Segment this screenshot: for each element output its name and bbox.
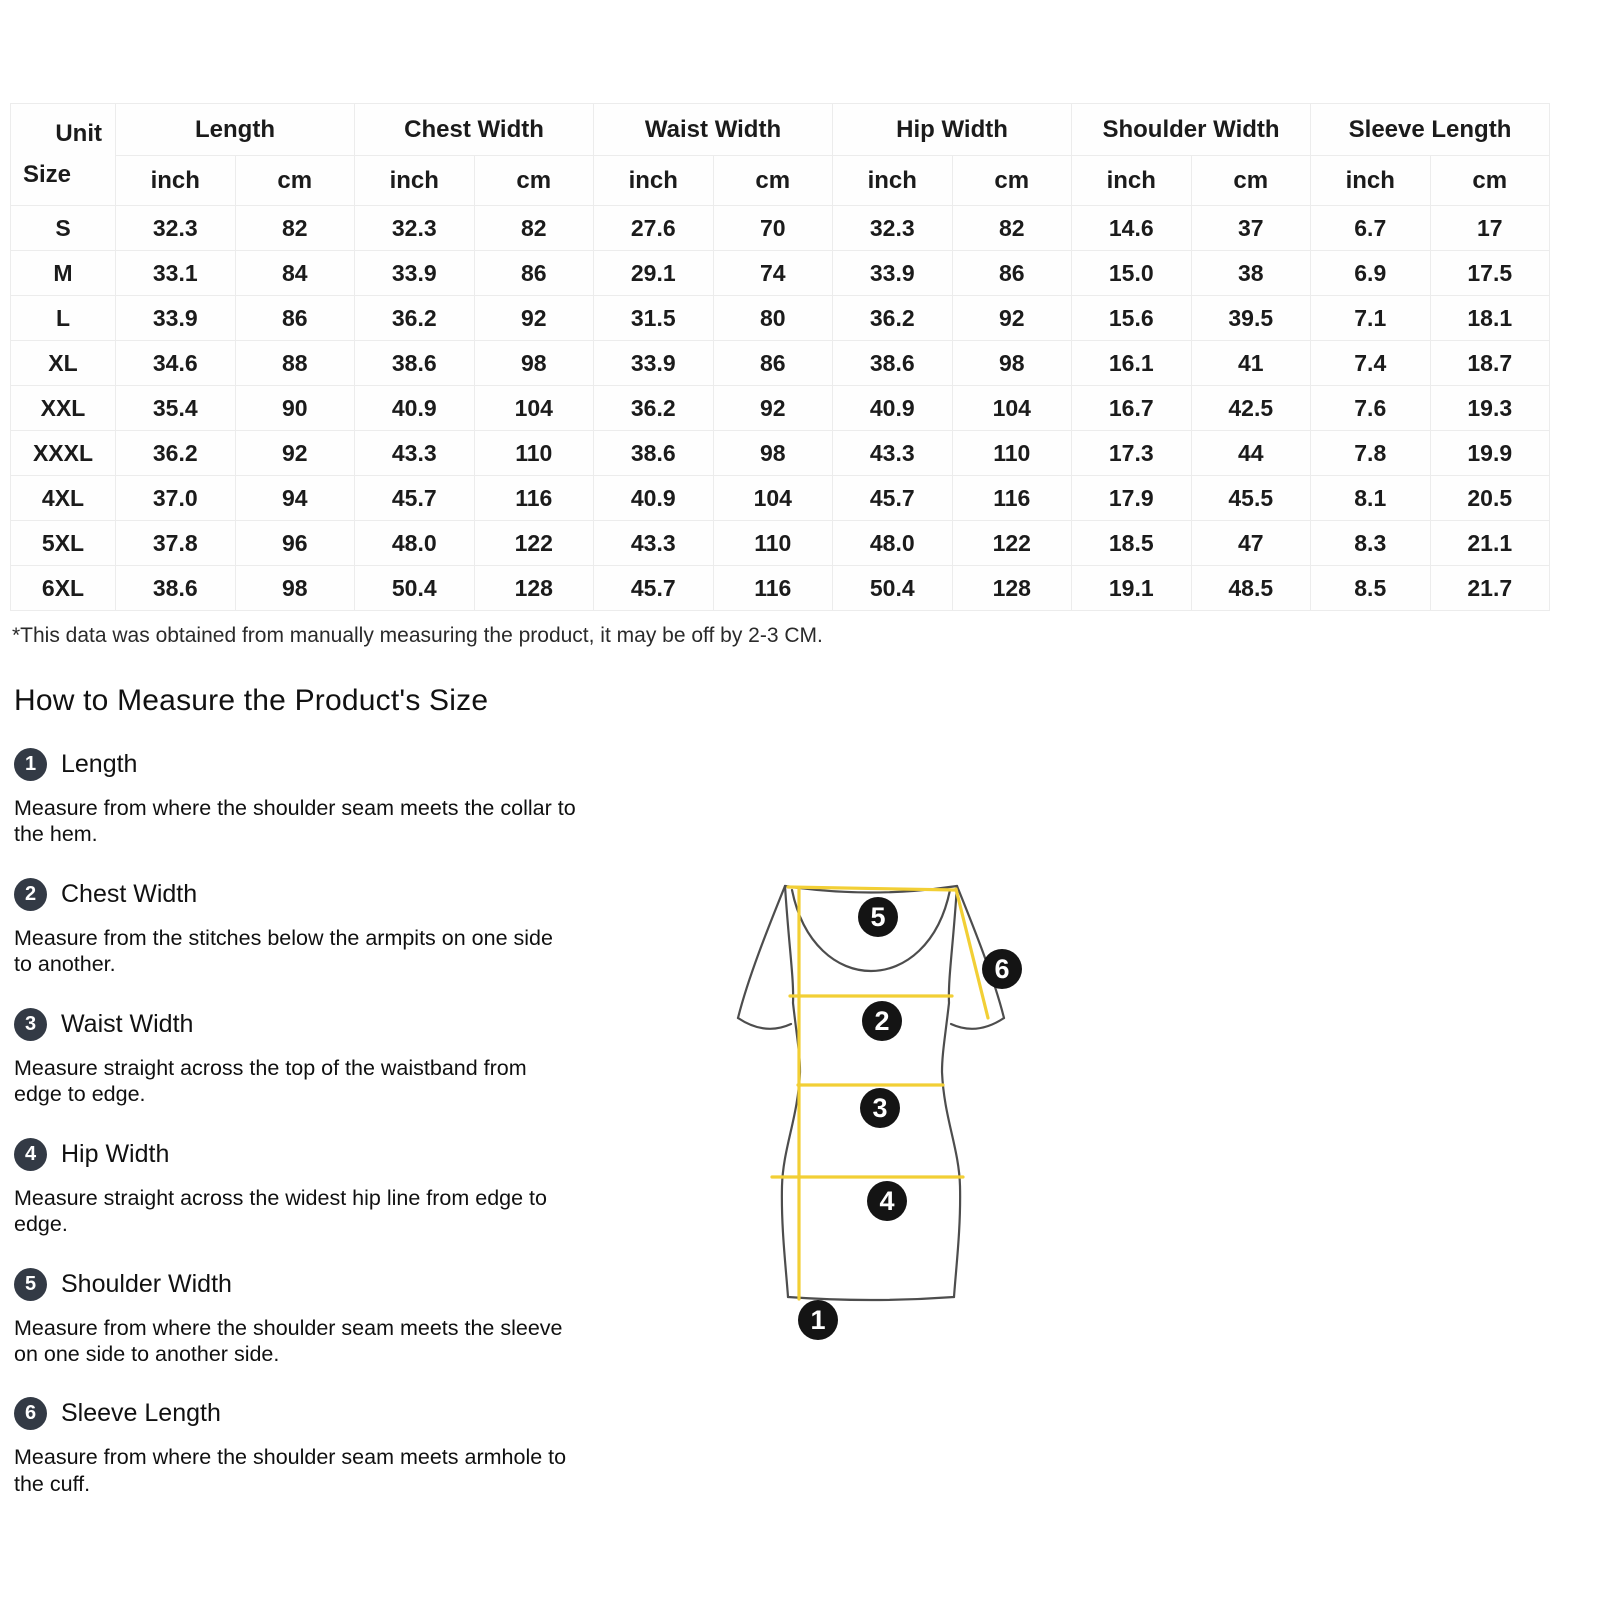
measurement-cell: 7.4	[1311, 341, 1431, 386]
measurement-cell: 36.2	[594, 386, 714, 431]
measurement-cell: 82	[952, 206, 1072, 251]
measurement-cell: 92	[235, 431, 355, 476]
unit-header-inch: inch	[833, 156, 953, 206]
unit-header-inch: inch	[116, 156, 236, 206]
measurement-cell: 7.1	[1311, 296, 1431, 341]
measurement-cell: 17.5	[1430, 251, 1550, 296]
column-header-sleeve-length: Sleeve Length	[1311, 104, 1550, 156]
measurement-cell: 74	[713, 251, 833, 296]
guide-item-label: Waist Width	[61, 1009, 194, 1038]
table-row	[11, 521, 1550, 566]
guide-item-description: Measure from the stitches below the armpits on one side to another.	[14, 925, 553, 977]
measurement-cell: 70	[713, 206, 833, 251]
measurement-cell: 84	[235, 251, 355, 296]
measurement-cell: 29.1	[594, 251, 714, 296]
measurement-cell: 48.0	[355, 521, 475, 566]
size-label: XL	[11, 341, 116, 386]
diagram-marker-4: 4	[867, 1181, 907, 1221]
guide-item-description: Measure from where the shoulder seam meets the sleeve on one side to another side.	[14, 1315, 563, 1366]
measurement-cell: 37.8	[116, 521, 236, 566]
measurement-cell: 98	[474, 341, 594, 386]
unit-header-inch: inch	[355, 156, 475, 206]
measurement-cell: 18.5	[1072, 521, 1192, 566]
measurement-cell: 92	[713, 386, 833, 431]
measurement-cell: 6.9	[1311, 251, 1431, 296]
measurement-cell: 7.6	[1311, 386, 1431, 431]
measurement-cell: 8.3	[1311, 521, 1431, 566]
measurement-cell: 47	[1191, 521, 1311, 566]
measurement-cell: 50.4	[355, 566, 475, 611]
guide-item-shoulder-width	[14, 1268, 594, 1368]
table-row	[11, 296, 1550, 341]
guide-item-header	[14, 748, 594, 781]
step-number-badge: 2	[14, 878, 47, 911]
guide-item-label: Shoulder Width	[61, 1269, 232, 1298]
measurement-cell: 104	[952, 386, 1072, 431]
measurement-cell: 19.1	[1072, 566, 1192, 611]
measurement-cell: 6.7	[1311, 206, 1431, 251]
measurement-cell: 96	[235, 521, 355, 566]
measurement-cell: 14.6	[1072, 206, 1192, 251]
measurement-cell: 86	[952, 251, 1072, 296]
table-row	[11, 476, 1550, 521]
size-label: XXL	[11, 386, 116, 431]
measurement-cell: 82	[474, 206, 594, 251]
guide-item-header	[14, 1268, 594, 1301]
measurement-cell: 86	[235, 296, 355, 341]
unit-header-inch: inch	[1311, 156, 1431, 206]
guide-item-chest-width	[14, 878, 594, 978]
guide-item-label: Length	[61, 750, 138, 778]
guide-item-description: Measure straight across the top of the waistband from edge to edge.	[14, 1055, 527, 1107]
measurement-cell: 128	[952, 566, 1072, 611]
measurement-cell: 45.7	[594, 566, 714, 611]
measurement-cell: 17	[1430, 206, 1550, 251]
unit-header-inch: inch	[594, 156, 714, 206]
measurement-cell: 7.8	[1311, 431, 1431, 476]
measurement-cell: 19.3	[1430, 386, 1550, 431]
measurement-cell: 94	[235, 476, 355, 521]
size-table-body	[11, 206, 1550, 611]
measurement-cell: 98	[952, 341, 1072, 386]
size-chart-table	[10, 103, 1550, 611]
measurement-cell: 16.7	[1072, 386, 1192, 431]
guide-item-description: Measure straight across the widest hip line from edge to edge.	[14, 1185, 547, 1237]
measurement-cell: 42.5	[1191, 386, 1311, 431]
column-header-shoulder-width: Shoulder Width	[1072, 104, 1311, 156]
measurement-cell: 37.0	[116, 476, 236, 521]
measurement-cell: 86	[713, 341, 833, 386]
corner-cell	[11, 104, 116, 206]
unit-header-cm: cm	[474, 156, 594, 206]
measurement-cell: 44	[1191, 431, 1311, 476]
measurement-cell: 15.6	[1072, 296, 1192, 341]
measurement-cell: 92	[474, 296, 594, 341]
measurement-cell: 40.9	[594, 476, 714, 521]
measurement-cell: 110	[952, 431, 1072, 476]
measurement-cell: 43.3	[355, 431, 475, 476]
measurement-cell: 104	[474, 386, 594, 431]
guide-item-length	[14, 748, 594, 848]
guide-item-label: Chest Width	[61, 879, 198, 908]
guide-item-waist-width	[14, 1008, 594, 1108]
measurement-cell: 88	[235, 341, 355, 386]
measurement-cell: 36.2	[355, 296, 475, 341]
measurement-cell: 40.9	[355, 386, 475, 431]
measurement-cell: 92	[952, 296, 1072, 341]
measurement-cell: 98	[235, 566, 355, 611]
measurement-cell: 50.4	[833, 566, 953, 611]
unit-header-cm: cm	[235, 156, 355, 206]
measurement-cell: 45.7	[833, 476, 953, 521]
table-row	[11, 566, 1550, 611]
measurement-cell: 38	[1191, 251, 1311, 296]
measurement-cell: 32.3	[116, 206, 236, 251]
measurement-cell: 39.5	[1191, 296, 1311, 341]
diagram-marker-1: 1	[798, 1300, 838, 1340]
measurement-cell: 48.0	[833, 521, 953, 566]
diagram-marker-5: 5	[858, 897, 898, 937]
measurement-cell: 45.5	[1191, 476, 1311, 521]
measurement-cell: 17.3	[1072, 431, 1192, 476]
guide-item-header	[14, 1397, 594, 1430]
guide-item-label: Sleeve Length	[61, 1399, 221, 1428]
table-row	[11, 341, 1550, 386]
step-number-badge: 1	[14, 748, 47, 781]
measurement-cell: 8.5	[1311, 566, 1431, 611]
measurement-cell: 86	[474, 251, 594, 296]
table-header-groups	[11, 104, 1550, 156]
measurement-cell: 43.3	[833, 431, 953, 476]
measurement-cell: 21.1	[1430, 521, 1550, 566]
guide-item-sleeve-length	[14, 1397, 594, 1497]
unit-header-cm: cm	[952, 156, 1072, 206]
table-row	[11, 251, 1550, 296]
measurement-cell: 34.6	[116, 341, 236, 386]
size-label: M	[11, 251, 116, 296]
guide-item-header	[14, 1008, 594, 1041]
column-header-length: Length	[116, 104, 355, 156]
measurement-cell: 18.1	[1430, 296, 1550, 341]
measurement-cell: 35.4	[116, 386, 236, 431]
measurement-cell: 8.1	[1311, 476, 1431, 521]
size-label: 6XL	[11, 566, 116, 611]
table-row	[11, 206, 1550, 251]
table-footnote: *This data was obtained from manually measuring the product, it may be off by 2-3 CM.	[12, 624, 823, 647]
measurement-cell: 116	[713, 566, 833, 611]
size-label: S	[11, 206, 116, 251]
measurement-cell: 38.6	[594, 431, 714, 476]
guide-item-header	[14, 878, 594, 911]
column-header-waist-width: Waist Width	[594, 104, 833, 156]
measurement-cell: 37	[1191, 206, 1311, 251]
measurement-cell: 98	[713, 431, 833, 476]
step-number-badge: 5	[14, 1268, 47, 1301]
measurement-cell: 110	[474, 431, 594, 476]
table-row	[11, 431, 1550, 476]
measurement-cell: 33.9	[594, 341, 714, 386]
measurement-cell: 17.9	[1072, 476, 1192, 521]
measurement-cell: 33.1	[116, 251, 236, 296]
dress-diagram	[710, 856, 1030, 1348]
measurement-cell: 20.5	[1430, 476, 1550, 521]
measurement-cell: 45.7	[355, 476, 475, 521]
measurement-cell: 80	[713, 296, 833, 341]
table-row	[11, 386, 1550, 431]
size-label: 5XL	[11, 521, 116, 566]
measurement-cell: 82	[235, 206, 355, 251]
step-number-badge: 4	[14, 1138, 47, 1171]
measurement-cell: 19.9	[1430, 431, 1550, 476]
guide-item-description: Measure from where the shoulder seam meets armhole to the cuff.	[14, 1445, 567, 1496]
measurement-cell: 104	[713, 476, 833, 521]
measurement-cell: 38.6	[355, 341, 475, 386]
measure-guide-title: How to Measure the Product's Size	[14, 684, 489, 717]
size-label: L	[11, 296, 116, 341]
column-header-chest-width: Chest Width	[355, 104, 594, 156]
diagram-marker-3: 3	[860, 1088, 900, 1128]
size-label: 4XL	[11, 476, 116, 521]
diagram-marker-2: 2	[862, 1001, 902, 1041]
measurement-cell: 33.9	[355, 251, 475, 296]
measurement-cell: 116	[952, 476, 1072, 521]
guide-item-label: Hip Width	[61, 1139, 170, 1168]
step-number-badge: 3	[14, 1008, 47, 1041]
corner-unit-label: Unit	[55, 120, 102, 147]
guide-item-header	[14, 1138, 594, 1171]
measurement-cell: 27.6	[594, 206, 714, 251]
measurement-cell: 32.3	[833, 206, 953, 251]
measurement-cell: 116	[474, 476, 594, 521]
measurement-cell: 128	[474, 566, 594, 611]
measurement-cell: 31.5	[594, 296, 714, 341]
guide-item-description: Measure from where the shoulder seam meets the collar to the hem.	[14, 796, 576, 847]
measurement-cell: 38.6	[116, 566, 236, 611]
measurement-cell: 43.3	[594, 521, 714, 566]
measurement-cell: 33.9	[833, 251, 953, 296]
size-label: XXXL	[11, 431, 116, 476]
unit-header-cm: cm	[1430, 156, 1550, 206]
measurement-cell: 110	[713, 521, 833, 566]
measurement-cell: 41	[1191, 341, 1311, 386]
measurement-cell: 122	[952, 521, 1072, 566]
measure-guide-section	[14, 684, 1600, 1497]
guide-items	[14, 748, 594, 1497]
corner-size-label: Size	[23, 161, 72, 188]
step-number-badge: 6	[14, 1397, 47, 1430]
measurement-cell: 36.2	[833, 296, 953, 341]
guide-item-hip-width	[14, 1138, 594, 1238]
measurement-cell: 16.1	[1072, 341, 1192, 386]
unit-header-cm: cm	[1191, 156, 1311, 206]
measurement-cell: 122	[474, 521, 594, 566]
measurement-cell: 48.5	[1191, 566, 1311, 611]
measurement-cell: 36.2	[116, 431, 236, 476]
measurement-cell: 15.0	[1072, 251, 1192, 296]
measurement-cell: 18.7	[1430, 341, 1550, 386]
measurement-cell: 21.7	[1430, 566, 1550, 611]
column-header-hip-width: Hip Width	[833, 104, 1072, 156]
diagram-marker-6: 6	[982, 949, 1022, 989]
measurement-cell: 40.9	[833, 386, 953, 431]
measurement-cell: 90	[235, 386, 355, 431]
measurement-cell: 38.6	[833, 341, 953, 386]
unit-header-cm: cm	[713, 156, 833, 206]
table-header-units	[11, 156, 1550, 206]
unit-header-inch: inch	[1072, 156, 1192, 206]
measurement-cell: 32.3	[355, 206, 475, 251]
measurement-cell: 33.9	[116, 296, 236, 341]
